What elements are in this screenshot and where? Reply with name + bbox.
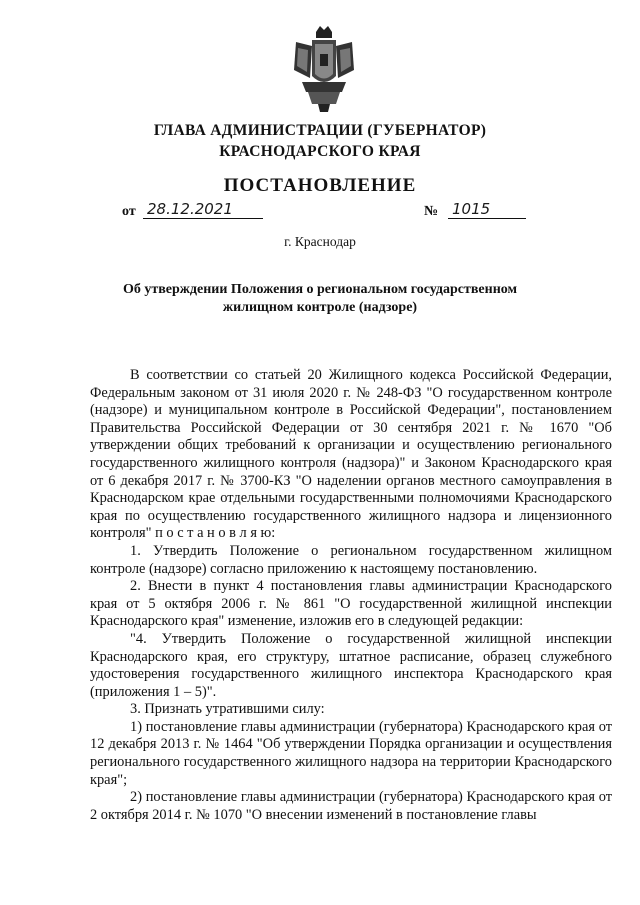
intro-decree-word: п о с т а н о в л я ю: — [155, 525, 276, 542]
document-title — [120, 281, 520, 317]
organization-line-1: ГЛАВА АДМИНИСТРАЦИИ (ГУБЕРНАТОР) — [153, 122, 487, 139]
paragraph-2: 2. Внести в пункт 4 постановления главы администрации Краснодарского края от 5 октября 2006 г. № 861 "О государственной жилищной инспекции Краснодарского края" изменение, изложив его в следующей редакции: — [90, 578, 612, 630]
paragraph-2-quote: "4. Утвердить Положение о государственной жилищной инспекции Краснодарского края, его структуру, штатное расписание, образец служебного удостоверения государственного жилищного инспектора Краснодарского края (приложения 1 – 5)". — [90, 630, 612, 700]
document-type: ПОСТАНОВЛЕНИЕ — [223, 175, 417, 196]
date-value: 28.12.2021 — [143, 200, 263, 219]
date-label: от — [122, 204, 136, 219]
paragraph-3-item-1: 1) постановление главы администрации (губернатора) Краснодарского края от 12 декабря 2013 г. № 1464 "Об утверждении Порядка организации и осуществления регионального государственного жилищного надзора на территории Краснодарского края"; — [90, 718, 612, 788]
paragraph-3: 3. Признать утратившими силу: — [130, 701, 325, 718]
title-line-2: жилищном контроле (надзоре) — [222, 300, 418, 315]
organization-line-2: КРАСНОДАРСКОГО КРАЯ — [219, 143, 421, 160]
document-body — [90, 367, 612, 824]
number-value: 1015 — [448, 200, 526, 219]
intro-paragraph — [90, 367, 612, 543]
coat-of-arms-icon — [292, 26, 356, 112]
title-line-1: Об утверждении Положения о региональном государственном — [122, 282, 518, 297]
paragraph-1: 1. Утвердить Положение о региональном государственном жилищном контроле (надзоре) согласно приложению к настоящему постановлению. — [90, 542, 612, 577]
city: г. Краснодар — [284, 234, 356, 249]
number-label: № — [424, 204, 439, 219]
intro-text: В соответствии со статьей 20 Жилищного кодекса Российской Федерации, Федеральным законом от 31 июля 2020 г. № 248-ФЗ "О государственном контроле (надзоре) и муниципальном контроле в Российской Федерации", постановлением Правительства Российской Федерации от 30 сентября 2021 г. № 1670 "Об утверждении общих требований к организации и осуществлению регионального государственного жилищного контроля (надзора)" и Законом Краснодарского края от 6 декабря 2017 г. № 3700-КЗ "О наделении органов местного самоуправления в Краснодарском крае отдельными государственными полномочиями Краснодарского края по осуществлению государственного жилищного надзора и лицензионного контроля" — [90, 367, 612, 542]
paragraph-3-item-2: 2) постановление главы администрации (губернатора) Краснодарского края от 2 октября 2014 г. № 1070 "О внесении изменений в постановление главы — [90, 789, 612, 823]
